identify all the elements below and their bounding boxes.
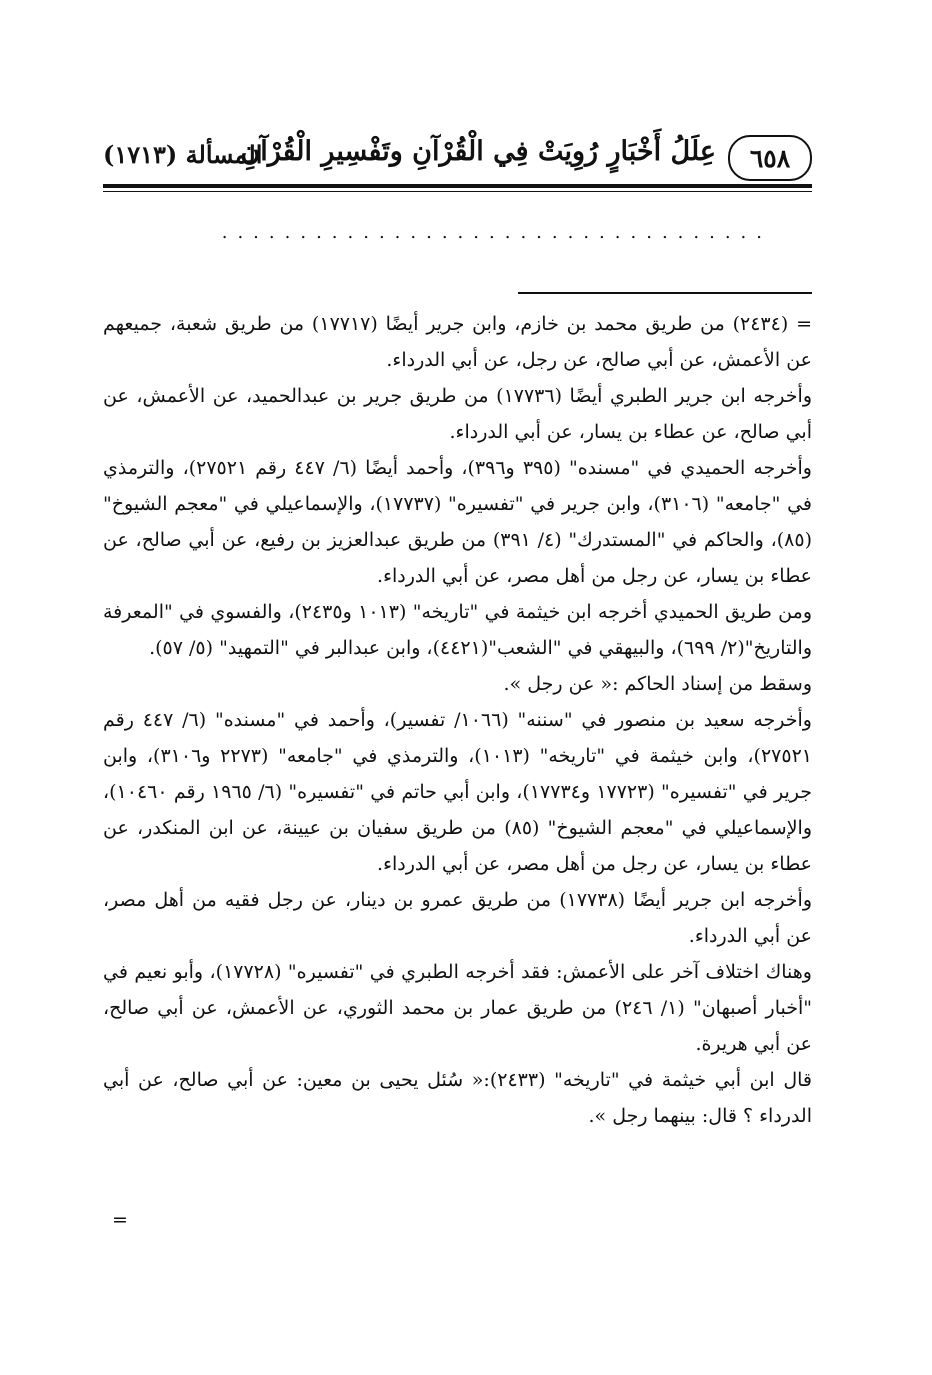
page-number: ٦٥٨ <box>728 135 812 181</box>
book-title: عِلَلُ أَخْبَارٍ رُوِيَتْ فِي الْقُرْآنِ وتَفْسِيرِ الْقُرْآنِ <box>240 136 716 167</box>
footnote-separator <box>518 292 812 294</box>
footnote-paragraph: ومن طريق الحميدي أخرجه ابن خيثمة في "تاريخه" (١٠١٣ و٢٤٣٥)، والفسوي في "المعرفة والتاريخ"(٢/ ٦٩٩)، والبيهقي في "الشعب"(٤٤٢١)، وابن عبدالبر في "التمهيد" (٥/ ٥٧). <box>103 601 812 659</box>
continuation-mark: = <box>112 1209 128 1231</box>
footnote-paragraph: وأخرجه الحميدي في "مسنده" (٣٩٥ و٣٩٦)، وأحمد أيضًا (٦/ ٤٤٧ رقم ٢٧٥٢١)، والترمذي في "جامعه" (٣١٠٦)، وابن جرير في "تفسيره" (١٧٧٣٧)، والإسماعيلي في "معجم الشيوخ" (٨٥)، والحاكم في "المستدرك" (٤/ ٣٩١) من طريق عبدالعزيز بن رفيع، عن أبي صالح، عن عطاء بن يسار، عن رجل من أهل مصر، عن أبي الدرداء. <box>103 457 813 587</box>
footnote-paragraph: وسقط من إسناد الحاكم :« عن رجل ». <box>503 673 812 695</box>
footnote-paragraph: وأخرجه سعيد بن منصور في "سننه" (١٠٦٦/ تفسير)، وأحمد في "مسنده" (٦/ ٤٤٧ رقم ٢٧٥٢١)، وابن خيثمة في "تاريخه" (١٠١٣)، والترمذي في "جامعه" (٢٢٧٣ و٣١٠٦)، وابن جرير في "تفسيره" (١٧٧٢٣ و١٧٧٣٤)، وابن أبي حاتم في "تفسيره" (٦/ ١٩٦٥ رقم ١٠٤٦٠)، والإسماعيلي في "معجم الشيوخ" (٨٥) من طريق سفيان بن عيينة، عن ابن المنكدر، عن عطاء بن يسار، عن رجل من أهل مصر، عن أبي الدرداء. <box>103 709 812 875</box>
footnote-paragraph: وأخرجه ابن جرير الطبري أيضًا (١٧٧٣٦) من طريق جرير بن عبدالحميد، عن الأعمش، عن أبي صالح، عن عطاء بن يسار، عن أبي الدرداء. <box>103 385 812 443</box>
header-rule-thin <box>103 191 812 192</box>
footnotes-body <box>103 306 812 1134</box>
header-rule-thick <box>103 184 812 188</box>
footnote-paragraph: = (٢٤٣٤) من طريق محمد بن خازم، وابن جرير أيضًا (١٧٧١٧) من طريق شعبة، جميعهم عن الأعمش، عن أبي صالح، عن رجل، عن أبي الدرداء. <box>103 313 813 371</box>
page-header <box>103 130 812 180</box>
issue-number: المسألة (١٧١٣) <box>103 140 263 169</box>
footnote-paragraph: قال ابن أبي خيثمة في "تاريخه" (٢٤٣٣):« سُئل يحيى بن معين: عن أبي صالح، عن أبي الدرداء ؟ قال: بينهما رجل ». <box>103 1069 812 1127</box>
footnote-paragraph: وهناك اختلاف آخر على الأعمش: فقد أخرجه الطبري في "تفسيره" (١٧٧٢٨)، وأبو نعيم في "أخبار أصبهان" (١/ ٢٤٦) من طريق عمار بن محمد الثوري، عن الأعمش، عن أبي صالح، عن أبي هريرة. <box>103 961 812 1055</box>
omission-dots: ................................... <box>221 222 772 242</box>
footnote-paragraph: وأخرجه ابن جرير أيضًا (١٧٧٣٨) من طريق عمرو بن دينار، عن رجل فقيه من أهل مصر، عن أبي الدرداء. <box>103 889 812 947</box>
